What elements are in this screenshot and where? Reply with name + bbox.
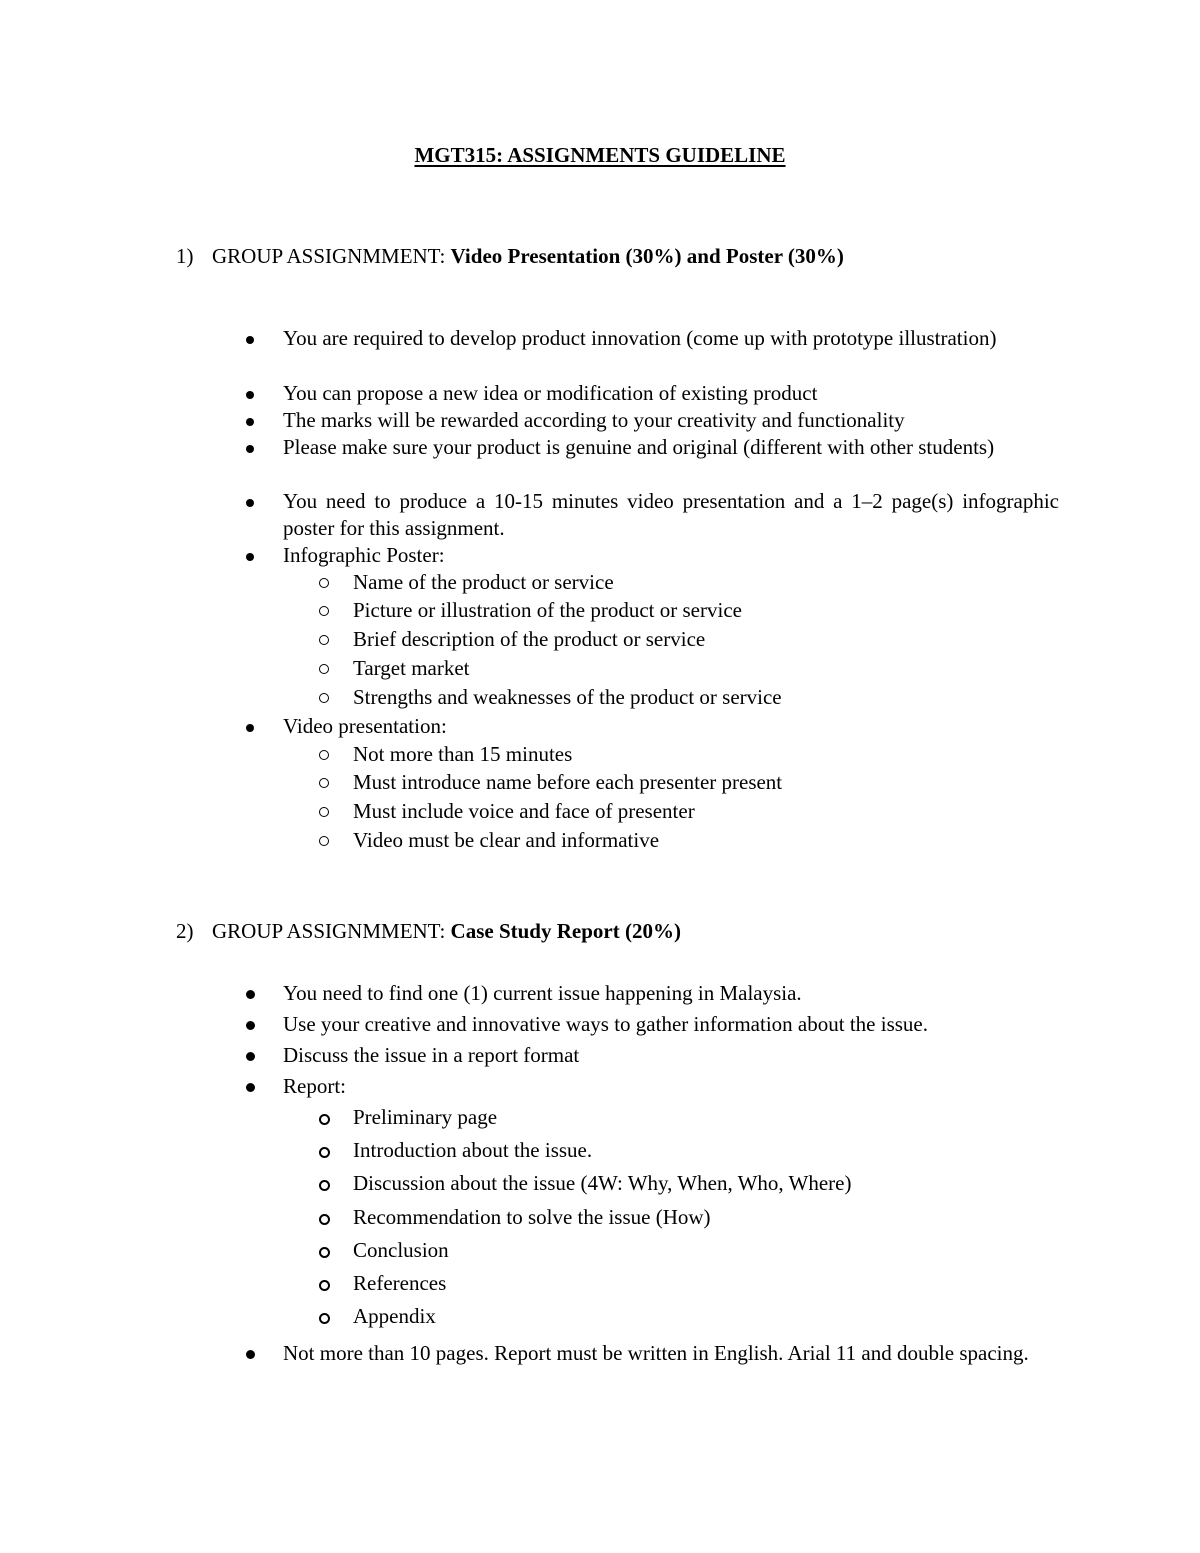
circle-bullet-icon <box>319 578 329 588</box>
poster-item <box>353 569 1053 596</box>
list-item <box>283 488 1059 542</box>
circle-bullet-icon <box>319 778 329 788</box>
video-item <box>353 827 1053 854</box>
section-2-heading <box>176 919 681 944</box>
bullet-text: You can propose a new idea or modification of existing product <box>283 381 818 405</box>
bullet-icon <box>246 553 254 561</box>
poster-item-text: Target market <box>353 656 470 680</box>
bullet-icon <box>246 724 254 732</box>
list-item <box>283 325 1059 352</box>
list-item <box>283 542 1059 569</box>
video-item <box>353 741 1053 768</box>
report-item <box>353 1137 1053 1164</box>
circle-bullet-icon <box>319 1247 330 1258</box>
circle-bullet-icon <box>319 1280 330 1291</box>
bullet-icon <box>246 391 254 399</box>
report-item-text: Introduction about the issue. <box>353 1138 593 1162</box>
bullet-icon <box>246 336 254 344</box>
report-item <box>353 1170 1053 1197</box>
poster-item-text: Brief description of the product or service <box>353 627 706 651</box>
bullet-icon <box>246 418 254 426</box>
circle-bullet-icon <box>319 635 329 645</box>
section-1-title: Video Presentation (30%) and Poster (30%) <box>450 244 844 268</box>
report-item <box>353 1104 1053 1131</box>
bullet-icon <box>246 1021 255 1030</box>
report-item-text: Preliminary page <box>353 1105 498 1129</box>
list-item <box>283 434 1059 461</box>
circle-bullet-icon <box>319 836 329 846</box>
poster-item <box>353 684 1053 711</box>
circle-bullet-icon <box>319 664 329 674</box>
video-item-text: Must introduce name before each presenter present <box>353 770 783 794</box>
circle-bullet-icon <box>319 693 329 703</box>
list-item <box>283 1337 1059 1370</box>
list-item <box>283 980 1059 1007</box>
section-2-number: 2) <box>176 919 194 943</box>
section-1-heading <box>176 244 844 269</box>
section-1-label: GROUP ASSIGNMMENT: <box>212 244 446 268</box>
list-item <box>283 1073 1059 1100</box>
poster-item <box>353 655 1053 682</box>
bullet-text: You are required to develop product innovation (come up with prototype illustration) <box>283 326 997 350</box>
report-item-text: Appendix <box>353 1304 436 1328</box>
bullet-text: Report: <box>283 1074 346 1098</box>
video-item <box>353 769 1053 796</box>
bullet-text: You need to produce a 10-15 minutes video presentation and a 1–2 page(s) infographic poster for this assignment. <box>283 489 1059 540</box>
report-item-text: Discussion about the issue (4W: Why, When, Who, Where) <box>353 1171 852 1195</box>
circle-bullet-icon <box>319 1214 330 1225</box>
report-item-text: Conclusion <box>353 1238 449 1262</box>
poster-item <box>353 597 1053 624</box>
bullet-text: Discuss the issue in a report format <box>283 1043 580 1067</box>
bullet-icon <box>246 1052 255 1061</box>
circle-bullet-icon <box>319 1180 330 1191</box>
bullet-icon <box>246 990 255 999</box>
poster-item-text: Name of the product or service <box>353 570 614 594</box>
video-item-text: Not more than 15 minutes <box>353 742 573 766</box>
report-item-text: Recommendation to solve the issue (How) <box>353 1205 711 1229</box>
report-item-text: References <box>353 1271 447 1295</box>
document-title: MGT315: ASSIGNMENTS GUIDELINE <box>414 143 786 167</box>
circle-bullet-icon <box>319 606 329 616</box>
section-2-title: Case Study Report (20%) <box>450 919 681 943</box>
bullet-icon <box>246 499 254 507</box>
section-1-number: 1) <box>176 244 194 268</box>
list-item <box>283 407 1059 434</box>
bullet-icon <box>246 1083 255 1092</box>
poster-item-text: Picture or illustration of the product or service <box>353 598 742 622</box>
list-item <box>283 1042 1059 1069</box>
bullet-icon <box>246 445 254 453</box>
bullet-text: Infographic Poster: <box>283 543 445 567</box>
circle-bullet-icon <box>319 750 329 760</box>
list-item <box>283 380 1059 407</box>
bullet-text: The marks will be rewarded according to your creativity and functionality <box>283 408 905 432</box>
circle-bullet-icon <box>319 1147 330 1158</box>
video-item <box>353 798 1053 825</box>
circle-bullet-icon <box>319 1313 330 1324</box>
list-item <box>283 1011 1059 1038</box>
section-2-label: GROUP ASSIGNMMENT: <box>212 919 446 943</box>
bullet-text: You need to find one (1) current issue happening in Malaysia. <box>283 981 802 1005</box>
video-item-text: Video must be clear and informative <box>353 828 660 852</box>
video-item-text: Must include voice and face of presenter <box>353 799 695 823</box>
list-item <box>283 713 1059 740</box>
poster-item-text: Strengths and weaknesses of the product or service <box>353 685 782 709</box>
circle-bullet-icon <box>319 807 329 817</box>
bullet-icon <box>246 1350 255 1359</box>
poster-item <box>353 626 1053 653</box>
report-item <box>353 1237 1053 1264</box>
bullet-text: Video presentation: <box>283 714 447 738</box>
report-item <box>353 1303 1053 1330</box>
bullet-text: Please make sure your product is genuine and original (different with other students) <box>283 435 995 459</box>
bullet-text: Use your creative and innovative ways to gather information about the issue. <box>283 1012 928 1036</box>
report-item <box>353 1270 1053 1297</box>
bullet-text: Not more than 10 pages. Report must be written in English. Arial 11 and double spacing. <box>283 1341 1029 1365</box>
report-item <box>353 1204 1053 1231</box>
circle-bullet-icon <box>319 1114 330 1125</box>
